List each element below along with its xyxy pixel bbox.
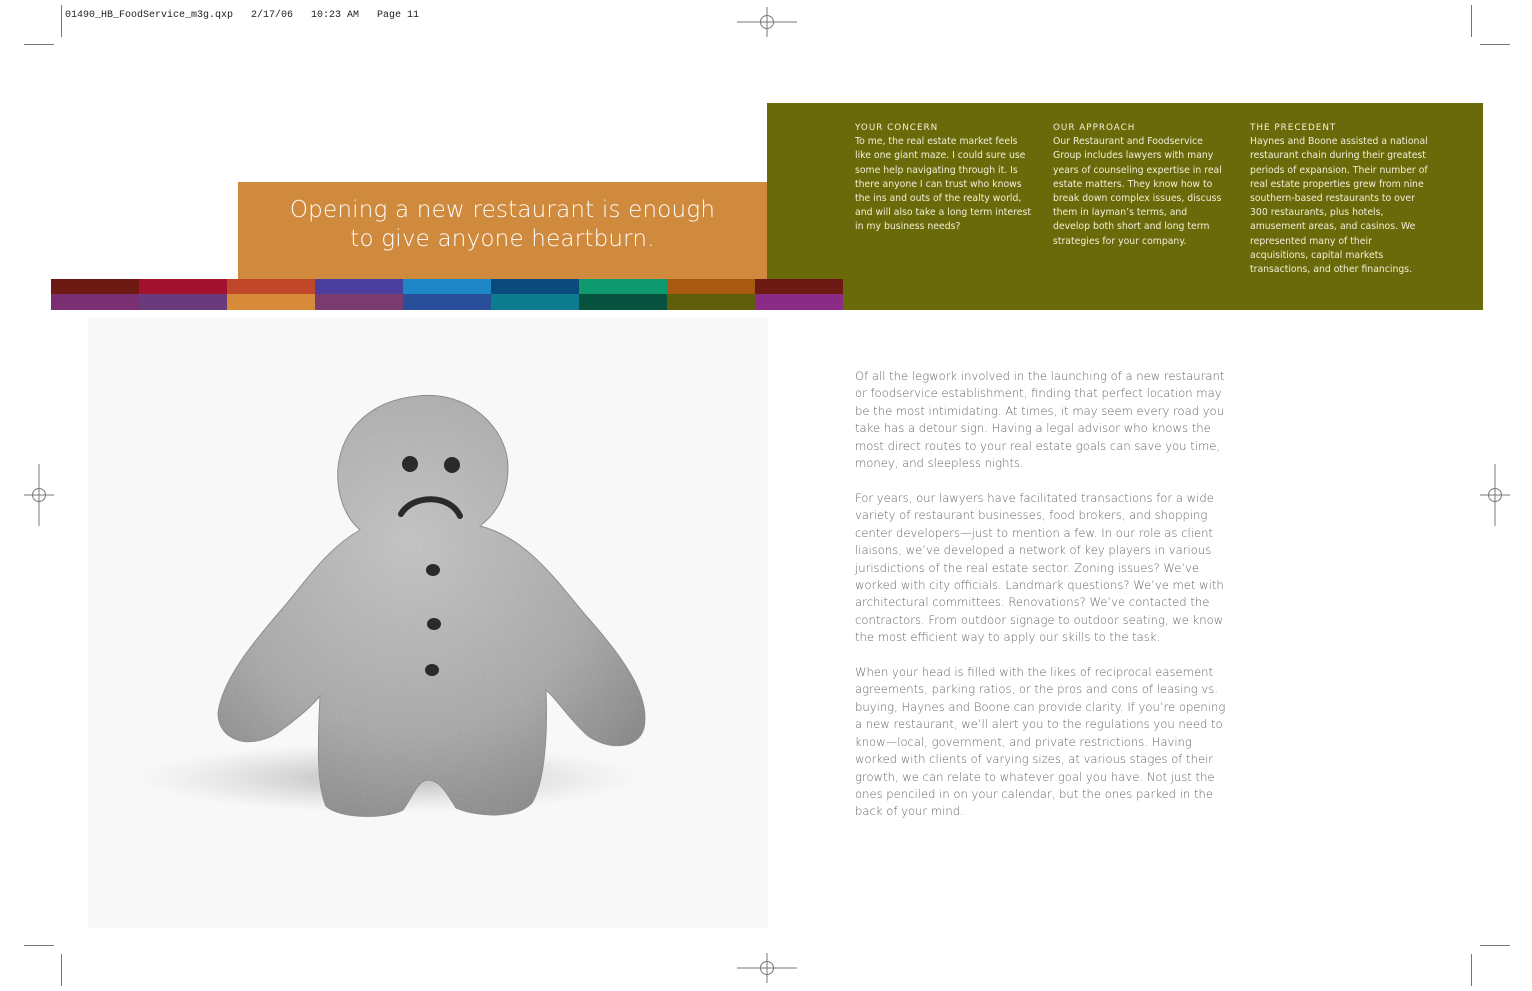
- color-bar-segment: [227, 294, 315, 310]
- registration-mark-icon: [737, 953, 797, 983]
- crop-mark: [61, 5, 62, 37]
- headline-line-2: to give anyone heartburn.: [350, 226, 655, 252]
- registration-mark-icon: [737, 7, 797, 37]
- column-text: Haynes and Boone assisted a national restaurant chain during their greatest periods of expansion. Their number of real estate properties grew from nine southern-based restaurants to over 300 restaurants, plus hotels, amusement areas, and casinos. We represented many of their acquisitions, capital markets transactions, and other financings.: [1250, 136, 1428, 276]
- column-heading: OUR APPROACH: [1053, 123, 1136, 133]
- color-bar-top: [51, 279, 843, 294]
- color-bar-segment: [667, 279, 755, 294]
- column-heading: YOUR CONCERN: [855, 123, 939, 133]
- crop-mark: [1471, 5, 1472, 37]
- headline-line-1: Opening a new restaurant is enough: [289, 197, 716, 223]
- color-bar-segment: [51, 279, 73, 294]
- column-text: Our Restaurant and Foodservice Group includes lawyers with many years of counseling expertise in real estate matters. They know how to break down complex issues, discuss them in layman’s terms, and develop both short and long term strategies for your company.: [1053, 136, 1222, 247]
- headline: [238, 196, 767, 254]
- color-bar-segment: [667, 294, 755, 310]
- color-bar-segment: [51, 294, 73, 310]
- column-heading: THE PRECEDENT: [1250, 123, 1337, 133]
- column-text: To me, the real estate market feels like one giant maze. I could sure use some help navigating through it. Is there anyone I can trust who knows the ins and outs of the realty world, and will also take a long term interest in my business needs?: [855, 136, 1031, 233]
- color-bar-segment: [491, 279, 579, 294]
- color-bar-segment: [579, 279, 667, 294]
- column-our-approach: [1053, 121, 1225, 249]
- registration-mark-icon: [24, 464, 54, 526]
- color-bar-segment: [315, 279, 403, 294]
- body-paragraph: Of all the legwork involved in the launching of a new restaurant or foodservice establishment, finding that perfect location may be the most intimidating. At times, it may seem every road you take has a detour sign. Having a legal advisor who knows the most direct routes to your real estate goals can save you time, money, and sleepless nights.: [855, 369, 1225, 471]
- color-bar-segment: [227, 279, 315, 294]
- crop-mark: [1471, 954, 1472, 986]
- color-bar-segment: [139, 294, 227, 310]
- color-bar-segment: [755, 294, 843, 310]
- color-bar-segment: [139, 279, 227, 294]
- crop-mark: [1480, 44, 1510, 45]
- gingerbread-man-icon: [88, 318, 768, 928]
- color-bar-segment: [73, 294, 139, 310]
- color-bar-bottom: [51, 294, 843, 310]
- color-bar-segment: [491, 294, 579, 310]
- print-slug: 01490_HB_FoodService_m3g.qxp 2/17/06 10:23 AM Page 11: [65, 10, 420, 21]
- body-paragraph: When your head is filled with the likes of reciprocal easement agreements, parking ratios, or the pros and cons of leasing vs. buying, Haynes and Boone can provide clarity. If you’re opening a new restaurant, we’ll alert you to the regulations you need to know—local, government, and private restrictions. Having worked with clients of varying sizes, at various stages of their growth, we can relate to whatever goal you have. Not just the ones penciled in on your calendar, but the ones parked in the back of your mind.: [855, 664, 1226, 819]
- crop-mark: [24, 945, 54, 946]
- crop-mark: [1480, 945, 1510, 946]
- crop-mark: [61, 954, 62, 986]
- column-your-concern: [855, 121, 1035, 235]
- color-bar-segment: [579, 294, 667, 310]
- crop-mark: [24, 44, 54, 45]
- color-bar-segment: [403, 279, 491, 294]
- body-paragraph: For years, our lawyers have facilitated transactions for a wide variety of restaurant businesses, food brokers, and shopping center developers—just to mention a few. In our role as client liaisons, we’ve developed a network of key players in various jurisdictions of the real estate sector. Zoning issues? We’ve worked with city officials. Landmark questions? We’ve met with architectural committees. Renovations? We’ve contacted the contractors. From outdoor signage to outdoor seating, we know the most efficient way to apply our skills to the task.: [855, 490, 1224, 645]
- body-copy: [855, 368, 1227, 838]
- color-bar-strip: [51, 279, 855, 310]
- color-bar-segment: [315, 294, 403, 310]
- color-bar-segment: [73, 279, 139, 294]
- color-bar-segment: [755, 279, 843, 294]
- gingerbread-photo: [88, 318, 768, 928]
- color-bar-segment: [403, 294, 491, 310]
- registration-mark-icon: [1480, 464, 1510, 526]
- column-the-precedent: [1250, 121, 1430, 277]
